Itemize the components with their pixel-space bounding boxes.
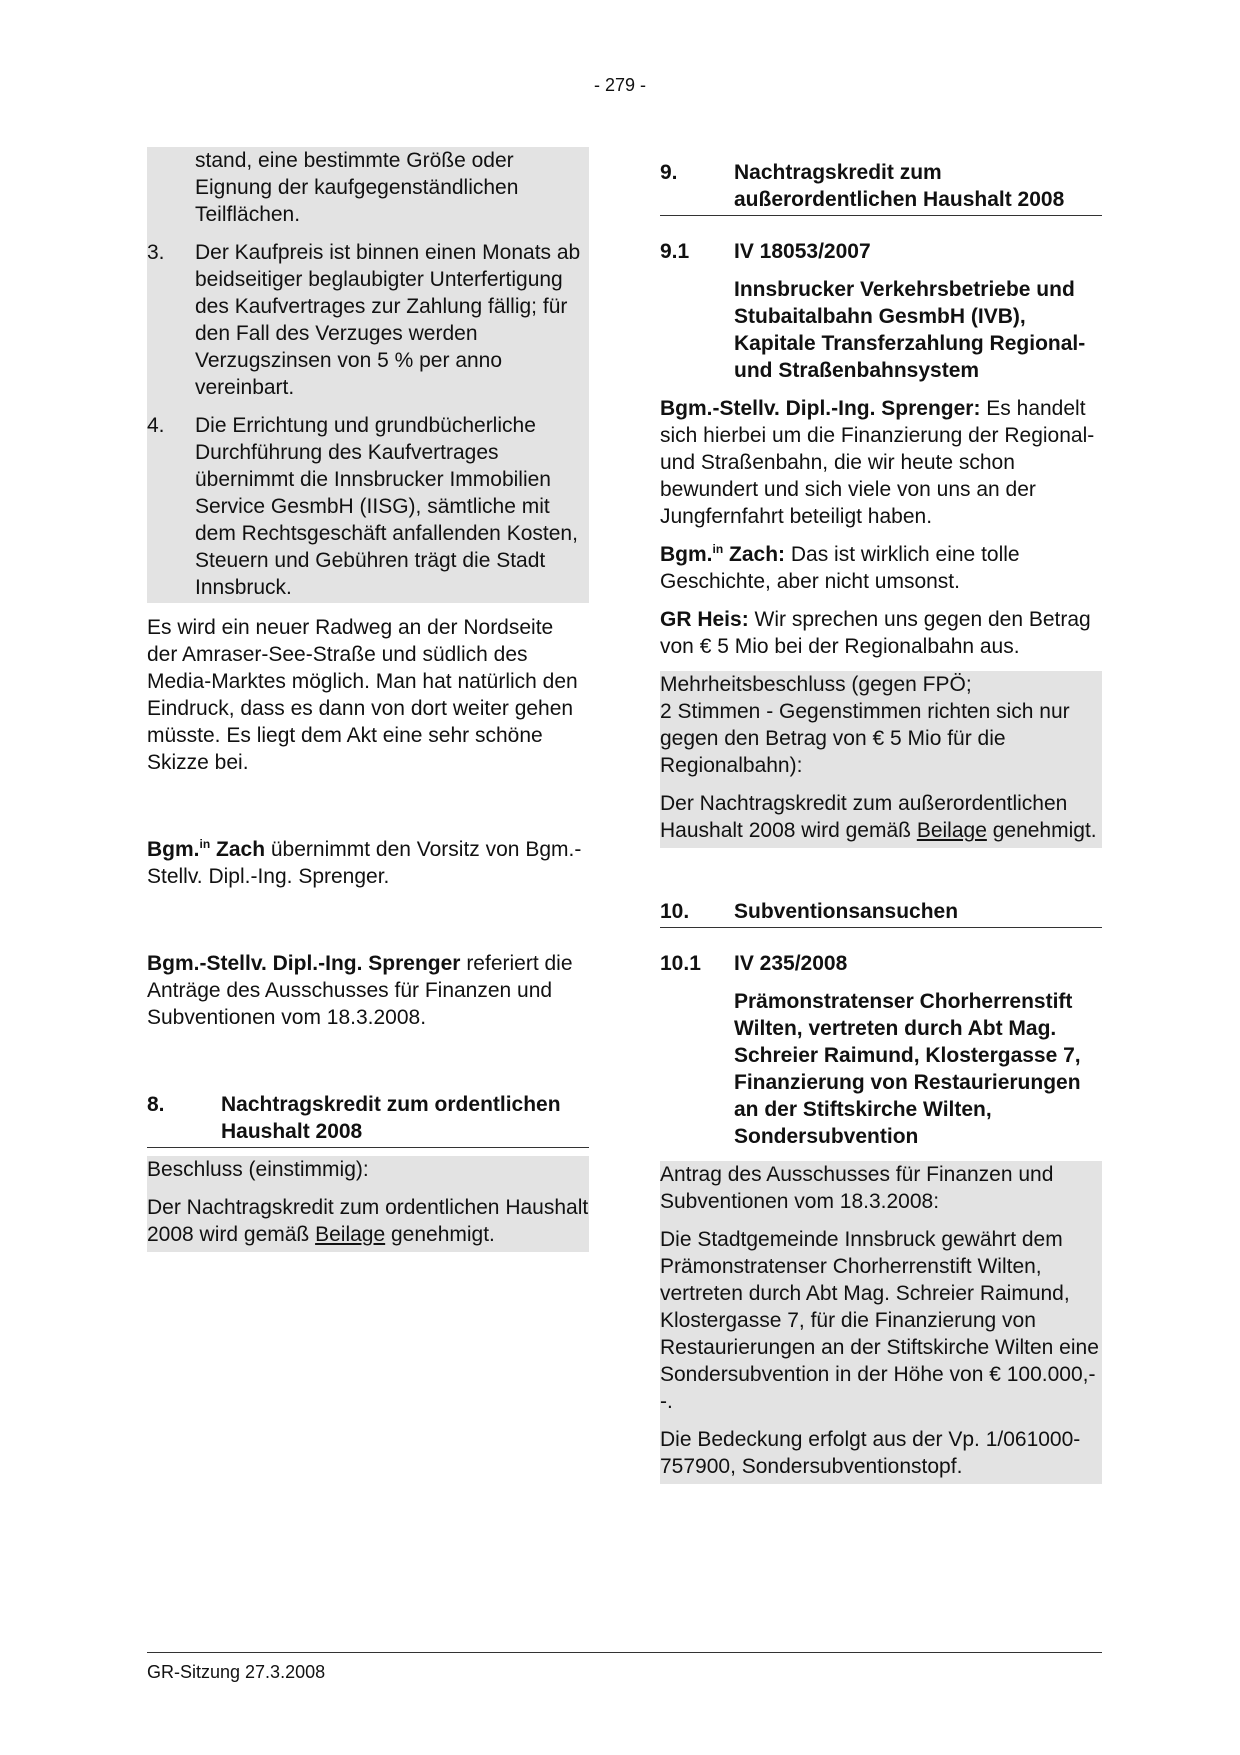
section-heading-9: [660, 159, 1102, 216]
speaker-name: Zach:: [723, 543, 786, 566]
resolution-box: [147, 1156, 589, 1252]
section-number: 10.: [660, 900, 690, 923]
speaker-sup: in: [199, 837, 211, 851]
list-item: [147, 239, 589, 401]
subsection-heading: [660, 950, 1102, 977]
subsection-code: IV 235/2008: [734, 952, 848, 975]
list-text: Die Errichtung und grundbücherliche Durchführung des Kaufvertrages übernimmt die Innsbrucker Immobilien Service GesmbH (IISG), sämtliche mit dem Rechtsgeschäft anfallenden Kosten, Steuern und Gebühren trägt die Stadt Innsbruck.: [195, 414, 578, 599]
resolution-box: [660, 671, 1102, 848]
subsection-number: 10.1: [660, 952, 701, 975]
resolution-label: Mehrheitsbeschluss (gegen FPÖ;: [660, 673, 972, 696]
resolution-text: Der Nachtragskredit zum ordentlichen Haushalt 2008 wird gemäß Beilage genehmigt.: [147, 1196, 589, 1246]
section-heading-10: [660, 898, 1102, 928]
statement-text: Das ist wirklich eine tolle Geschichte, aber nicht umsonst.: [660, 543, 1020, 593]
section-title: Nachtragskredit zum ordentlichen Haushalt 2008: [221, 1093, 561, 1143]
subsection-code: IV 18053/2007: [734, 240, 871, 263]
funding-text: Die Bedeckung erfolgt aus der Vp. 1/061000-757900, Sondersubventionstopf.: [660, 1428, 1081, 1478]
speaker-name: Bgm.-Stellv. Dipl.-Ing. Sprenger:: [660, 397, 981, 420]
statement-text: Wir sprechen uns gegen den Betrag von € 5 Mio bei der Regionalbahn aus.: [660, 608, 1091, 658]
left-column: [147, 147, 589, 1252]
speaker-sup: in: [712, 542, 724, 556]
beilage-link[interactable]: Beilage: [916, 819, 987, 842]
subsection-title: Innsbrucker Verkehrsbetriebe und Stubaitalbahn GesmbH (IVB), Kapitale Transferzahlung Regional- und Straßenbahnsystem: [734, 278, 1086, 382]
section-number: 9.: [660, 161, 678, 184]
resolution-text: Der Nachtragskredit zum außerordentlichen Haushalt 2008 wird gemäß Beilage genehmigt.: [660, 792, 1097, 842]
list-continuation: stand, eine bestimmte Größe oder Eignung der kaufgegenständlichen Teilflächen.: [195, 149, 519, 226]
speaker-name: Bgm.-Stellv. Dipl.-Ing. Sprenger: [147, 952, 461, 975]
list-number: 3.: [147, 241, 165, 264]
section-title: Subventionsansuchen: [734, 900, 959, 923]
speaker-name: GR Heis:: [660, 608, 749, 631]
section-number: 8.: [147, 1093, 165, 1116]
section-title: Nachtragskredit zum außerordentlichen Haushalt 2008: [734, 161, 1065, 211]
right-column: [660, 159, 1102, 1484]
radweg-paragraph: Es wird ein neuer Radweg an der Nordseite der Amraser-See-Straße und südlich des Media-Marktes möglich. Man hat natürlich den Eindruck, dass es dann von dort weiter gehen müsste. Es liegt dem Akt eine sehr schöne Skizze bei.: [147, 616, 578, 774]
beilage-link[interactable]: Beilage: [315, 1223, 386, 1246]
motion-text: Die Stadtgemeinde Innsbruck gewährt dem Prämonstratenser Chorherrenstift Wilten, vertreten durch Abt Mag. Schreier Raimund, Klostergasse 7, für die Finanzierung von Restaurierungen an der Stiftskirche Wilten eine Sondersubvention in der Höhe von € 100.000,--.: [660, 1228, 1099, 1413]
speaker-name: Zach: [216, 838, 266, 861]
motion-box: [660, 1161, 1102, 1484]
speaker-title: Bgm.: [660, 543, 713, 566]
chair-change-text: übernimmt den Vorsitz von Bgm.-Stellv. Dipl.-Ing. Sprenger.: [147, 838, 582, 888]
referat-paragraph: [147, 950, 589, 1031]
list-text: Der Kaufpreis ist binnen einen Monats ab beidseitiger beglaubigter Unterfertigung des Kaufvertrages zur Zahlung fällig; für den Fall des Verzuges werden Verzugszinsen von 5 % per anno vereinbart.: [195, 241, 581, 399]
page-number: - 279 -: [593, 75, 647, 95]
statement: [660, 541, 1102, 595]
resolution-label: Beschluss (einstimmig):: [147, 1158, 369, 1181]
statement: [660, 395, 1102, 530]
motion-label: Antrag des Ausschusses für Finanzen und Subventionen vom 18.3.2008:: [660, 1163, 1054, 1213]
contract-terms-box: [147, 147, 589, 603]
speaker-title: Bgm.: [147, 838, 200, 861]
referat-text: referiert die Anträge des Ausschusses für Finanzen und Subventionen vom 18.3.2008.: [147, 952, 573, 1029]
subsection-number: 9.1: [660, 240, 690, 263]
statement: [660, 606, 1102, 660]
resolution-note: 2 Stimmen - Gegenstimmen richten sich nur gegen den Betrag von € 5 Mio für die Regionalbahn):: [660, 700, 1070, 777]
list-item: [147, 412, 589, 601]
list-number: 4.: [147, 414, 165, 437]
page-footer: GR-Sitzung 27.3.2008: [147, 1652, 1102, 1686]
chair-change-paragraph: [147, 836, 589, 890]
statement-text: Es handelt sich hierbei um die Finanzierung der Regional- und Straßenbahn, die wir heute schon bewundert und sich viele von uns an der Jungfernfahrt beteiligt haben.: [660, 397, 1095, 528]
section-heading-8: [147, 1091, 589, 1148]
subsection-title: Prämonstratenser Chorherrenstift Wilten, vertreten durch Abt Mag. Schreier Raimund, Klostergasse 7, Finanzierung von Restaurierungen an der Stiftskirche Wilten, Sondersubvention: [734, 990, 1081, 1148]
subsection-heading: [660, 238, 1102, 265]
list-item: [147, 147, 589, 228]
